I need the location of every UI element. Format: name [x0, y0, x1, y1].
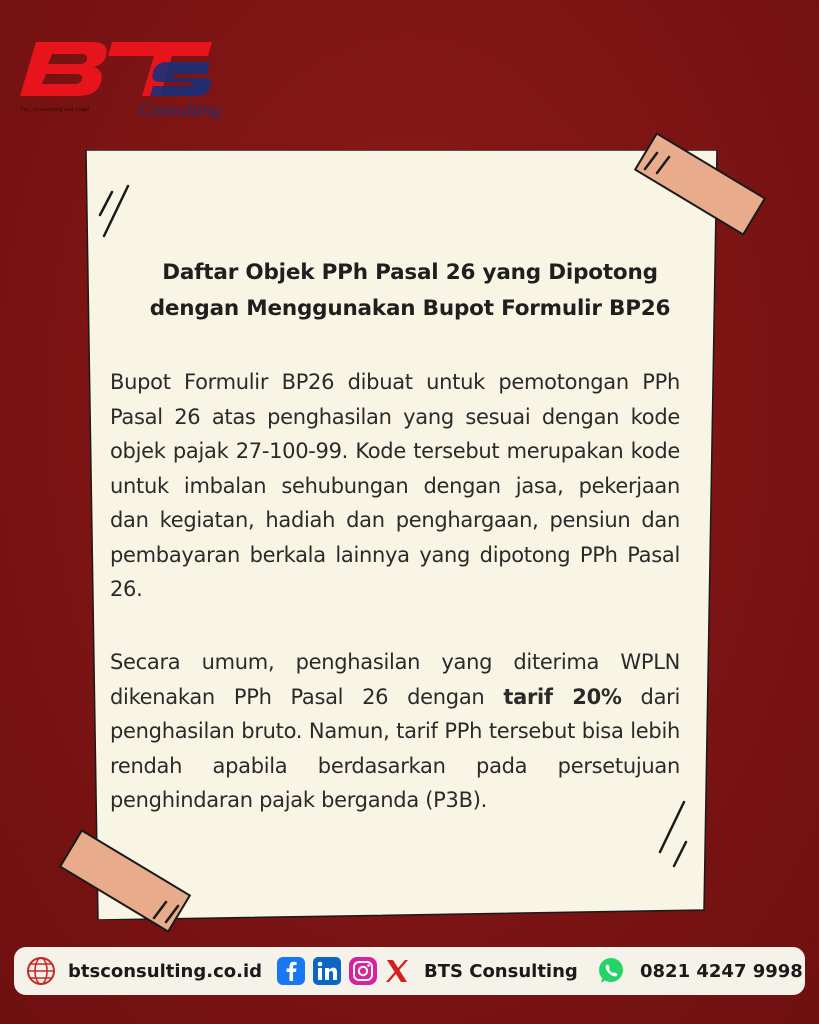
- tariff-highlight: tarif 20%: [503, 684, 622, 709]
- website-link[interactable]: [26, 947, 262, 995]
- instagram-icon[interactable]: [348, 956, 378, 986]
- globe-icon: [26, 956, 56, 986]
- paragraph-2-end: dari penghasilan bruto. Namun, tarif PPh tersebut bisa lebih rendah apabila berdasarkan pada persetujuan penghindaran pajak berganda (P3B).: [110, 684, 681, 812]
- social-name: BTS Consulting: [424, 960, 578, 982]
- card-title: [100, 255, 720, 327]
- paragraph-2-start: Secara umum, penghasilan yang diterima WPLN dikenakan PPh Pasal 26 dengan: [110, 650, 680, 709]
- linkedin-icon[interactable]: [312, 956, 342, 986]
- bts-logo: [14, 34, 222, 129]
- logo-consulting-text: Consulting: [138, 100, 222, 121]
- card-title-line2: dengan Menggunakan Bupot Formulir BP26: [149, 296, 671, 321]
- whatsapp-icon: [596, 956, 626, 986]
- x-icon[interactable]: [384, 956, 410, 986]
- paragraph-1: Bupot Formulir BP26 dibuat untuk pemotongan PPh Pasal 26 atas penghasilan yang sesuai dengan kode objek pajak 27-100-99. Kode tersebut merupakan kode untuk imbalan sehubungan dengan jasa, pekerjaan dan kegiatan, hadiah dan penghargaan, pensiun dan pembayaran berkala lainnya yang dipotong PPh Pasal 26.: [110, 370, 680, 601]
- social-icons: [276, 947, 578, 995]
- website-text: btsconsulting.co.id: [68, 960, 262, 982]
- tape-top-right: [615, 125, 775, 245]
- paragraph-2: [110, 645, 680, 818]
- logo-tagline: Tax, Accounting and Legal: [20, 107, 90, 113]
- card-title-line1: Daftar Objek PPh Pasal 26 yang Dipotong: [162, 260, 658, 285]
- bts-logo-mark: [14, 34, 219, 109]
- footer-bar: [14, 947, 805, 995]
- whatsapp-contact[interactable]: [596, 947, 803, 995]
- phone-number: 0821 4247 9998: [640, 960, 803, 982]
- facebook-icon[interactable]: [276, 956, 306, 986]
- tape-bottom-left: [48, 822, 208, 942]
